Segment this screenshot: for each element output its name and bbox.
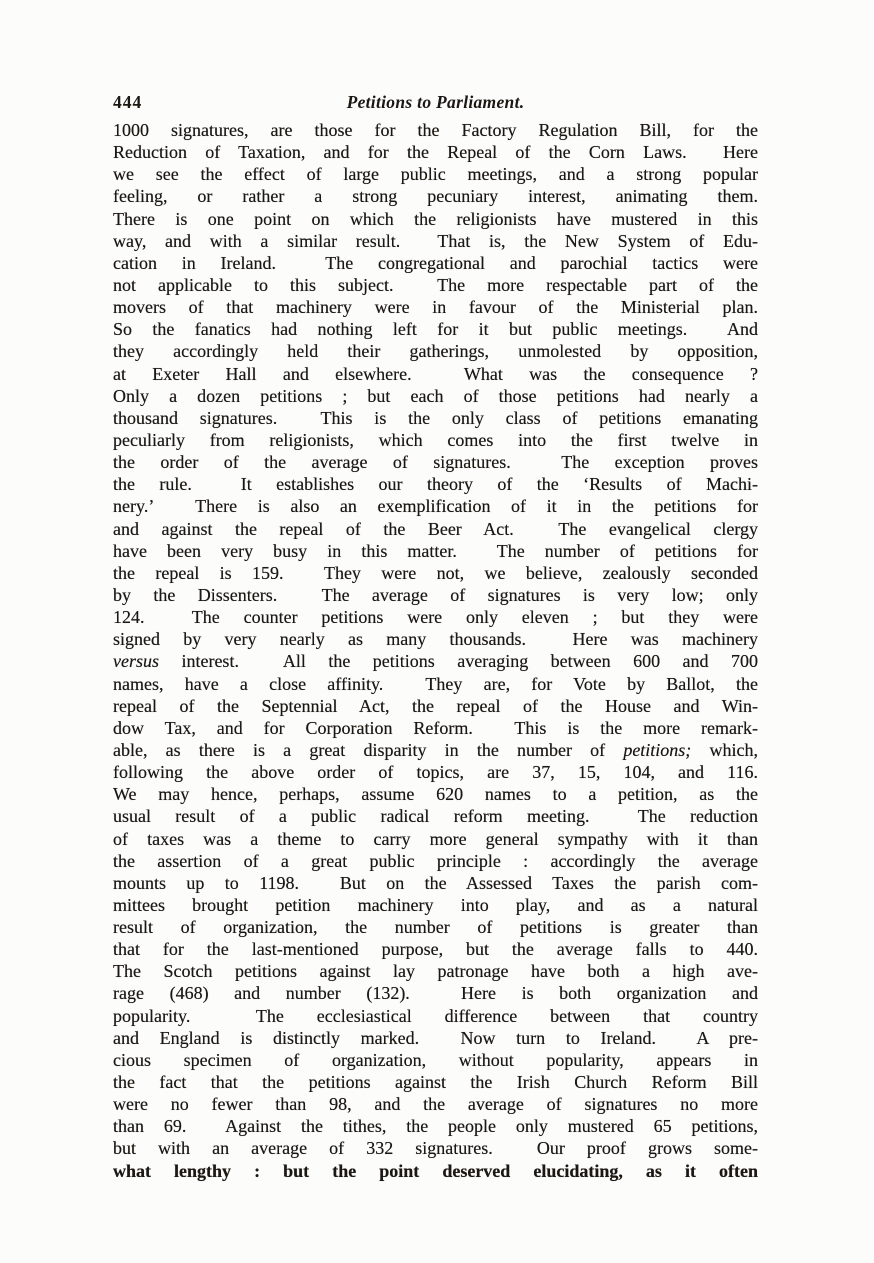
text-line <box>113 805 758 827</box>
text-line <box>113 982 758 1004</box>
text-segment: were no fewer than 98, and the average of signatures no more <box>113 1094 758 1115</box>
text-line <box>113 385 758 407</box>
text-segment: popularity. The ecclesiastical difference between that country <box>113 1005 758 1026</box>
text-line <box>113 318 758 340</box>
text-line <box>113 850 758 872</box>
text-segment: mittees brought petition machinery into play, and as a natural <box>113 894 758 915</box>
text-segment: dow Tax, and for Corporation Reform. This is the more remark- <box>113 717 758 738</box>
text-line <box>113 1093 758 1115</box>
text-line <box>113 584 758 606</box>
running-header <box>113 91 758 113</box>
text-segment: following the above order of topics, are 37, 15, 104, and 116. <box>113 762 758 783</box>
text-line <box>113 650 758 672</box>
text-segment: the fact that the petitions against the Irish Church Reform Bill <box>113 1072 758 1093</box>
text-line <box>113 717 758 739</box>
text-line <box>113 252 758 274</box>
text-segment: mounts up to 1198. But on the Assessed Taxes the parish com- <box>113 872 758 893</box>
text-segment: which, <box>691 739 758 760</box>
text-segment: the repeal is 159. They were not, we believe, zealously seconded <box>113 562 758 583</box>
text-line <box>113 340 758 362</box>
text-line <box>113 1049 758 1071</box>
text-line <box>113 673 758 695</box>
text-line <box>113 828 758 850</box>
text-segment: 1000 signatures, are those for the Factory Regulation Bill, for the <box>113 120 758 140</box>
text-segment: what lengthy : but the point deserved elucidating, as it often <box>113 1160 758 1181</box>
text-segment: the rule. It establishes our theory of the ‘Results of Machi- <box>113 474 758 495</box>
text-line <box>113 1160 758 1182</box>
text-segment: thousand signatures. This is the only class of petitions emanating <box>113 407 758 428</box>
text-segment: There is one point on which the religionists have mustered in this <box>113 208 758 229</box>
text-segment: by the Dissenters. The average of signatures is very low; only <box>113 584 758 605</box>
running-title: Petitions to Parliament. <box>346 92 525 112</box>
text-segment: and England is distinctly marked. Now turn to Ireland. A pre- <box>113 1027 758 1048</box>
text-segment: nery.’ There is also an exemplification of it in the petitions for <box>113 496 758 517</box>
text-segment: that for the last-mentioned purpose, but the average falls to 440. <box>113 939 758 960</box>
text-segment: rage (468) and number (132). Here is both organization and <box>113 983 758 1004</box>
text-line <box>113 141 758 163</box>
text-segment: able, as there is a great disparity in the number of <box>113 739 624 760</box>
text-segment: not applicable to this subject. The more respectable part of the <box>113 274 758 295</box>
text-line <box>113 872 758 894</box>
text-line <box>113 473 758 495</box>
text-line <box>113 1115 758 1137</box>
text-segment: 124. The counter petitions were only eleven ; but they were <box>113 607 758 628</box>
text-segment: at Exeter Hall and elsewhere. What was the consequence ? <box>113 363 758 384</box>
text-segment: way, and with a similar result. That is, the New System of Edu- <box>113 230 758 251</box>
text-line <box>113 938 758 960</box>
text-line <box>113 606 758 628</box>
text-segment: the assertion of a great public principle : accordingly the average <box>113 850 758 871</box>
text-segment: cation in Ireland. The congregational and parochial tactics were <box>113 252 758 273</box>
text-line <box>113 562 758 584</box>
text-segment: we see the effect of large public meetings, and a strong popular <box>113 164 758 185</box>
text-line <box>113 363 758 385</box>
text-segment: versus <box>113 651 159 672</box>
text-line <box>113 296 758 318</box>
text-line <box>113 429 758 451</box>
text-segment: interest. All the petitions averaging between 600 and 700 <box>159 651 758 672</box>
text-line <box>113 119 758 141</box>
text-segment: the order of the average of signatures. The exception proves <box>113 452 758 473</box>
text-segment: We may hence, perhaps, assume 620 names to a petition, as the <box>113 784 758 805</box>
text-line <box>113 894 758 916</box>
text-line <box>113 274 758 296</box>
text-line <box>113 1071 758 1093</box>
text-segment: peculiarly from religionists, which comes into the first twelve in <box>113 429 758 450</box>
text-segment: Reduction of Taxation, and for the Repeal of the Corn Laws. Here <box>113 142 758 163</box>
text-segment: result of organization, the number of petitions is greater than <box>113 917 758 938</box>
text-line <box>113 916 758 938</box>
text-line <box>113 628 758 650</box>
text-segment: they accordingly held their gatherings, unmolested by opposition, <box>113 341 758 362</box>
text-line <box>113 163 758 185</box>
text-segment: signed by very nearly as many thousands. Here was machinery <box>113 629 758 650</box>
text-segment: and against the repeal of the Beer Act. The evangelical clergy <box>113 518 758 539</box>
text-segment: cious specimen of organization, without popularity, appears in <box>113 1049 758 1070</box>
text-segment: but with an average of 332 signatures. Our proof grows some- <box>113 1138 758 1159</box>
text-line <box>113 518 758 540</box>
text-segment: feeling, or rather a strong pecuniary interest, animating them. <box>113 186 758 207</box>
text-line <box>113 1027 758 1049</box>
text-line <box>113 1005 758 1027</box>
text-line <box>113 185 758 207</box>
text-line <box>113 208 758 230</box>
text-segment: names, have a close affinity. They are, for Vote by Ballot, the <box>113 673 758 694</box>
text-segment: petitions; <box>623 739 692 760</box>
text-segment: movers of that machinery were in favour of the Ministerial plan. <box>113 297 758 318</box>
text-segment: The Scotch petitions against lay patronage have both a high ave- <box>113 961 758 982</box>
text-line <box>113 540 758 562</box>
text-segment: Only a dozen petitions ; but each of those petitions had nearly a <box>113 385 758 406</box>
text-segment: So the fanatics had nothing left for it but public meetings. And <box>113 319 758 340</box>
text-segment: usual result of a public radical reform meeting. The reduction <box>113 806 758 827</box>
text-segment: of taxes was a theme to carry more general sympathy with it than <box>113 828 758 849</box>
text-line <box>113 739 758 761</box>
text-line <box>113 451 758 473</box>
text-line <box>113 783 758 805</box>
text-line <box>113 495 758 517</box>
text-line <box>113 1137 758 1159</box>
text-line <box>113 960 758 982</box>
text-segment: than 69. Against the tithes, the people only mustered 65 petitions, <box>113 1116 758 1137</box>
text-line <box>113 407 758 429</box>
text-segment: repeal of the Septennial Act, the repeal of the House and Win- <box>113 695 758 716</box>
page-body <box>113 119 758 1182</box>
page-number: 444 <box>113 92 143 112</box>
text-segment: have been very busy in this matter. The number of petitions for <box>113 540 758 561</box>
text-line <box>113 761 758 783</box>
text-line <box>113 230 758 252</box>
text-line <box>113 695 758 717</box>
